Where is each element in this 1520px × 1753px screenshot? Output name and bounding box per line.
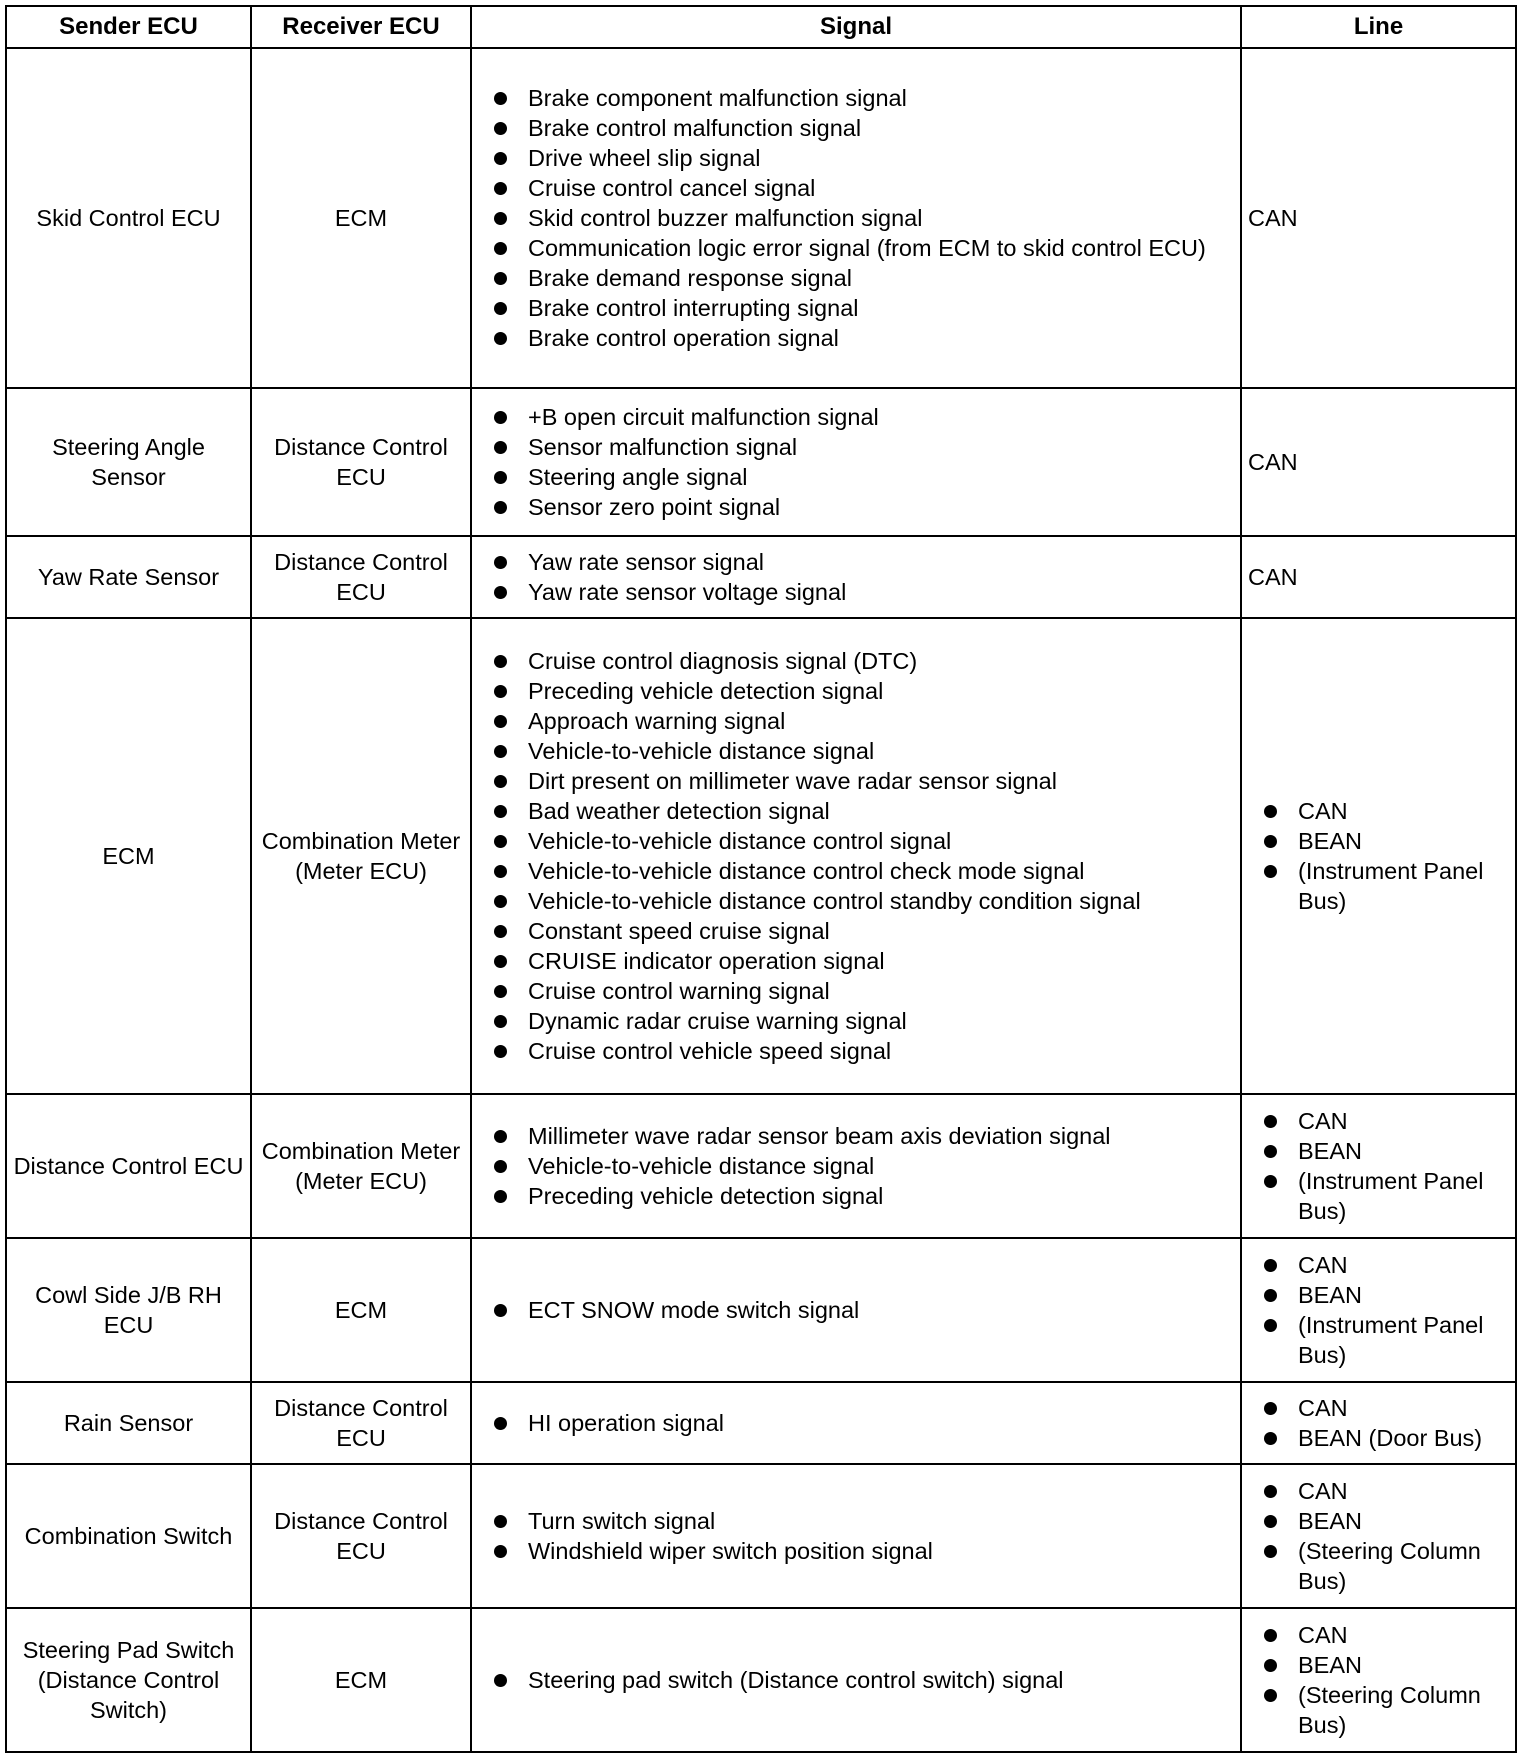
- signal-item: [492, 676, 1232, 706]
- bullet-icon: [1264, 835, 1277, 848]
- line-item: [1262, 796, 1509, 826]
- line-text: BEAN: [1298, 1282, 1362, 1308]
- signal-text: Dynamic radar cruise warning signal: [528, 1008, 907, 1034]
- sender-cell: Skid Control ECU: [6, 48, 251, 388]
- signal-text: Communication logic error signal (from ECM to skid control ECU): [528, 235, 1206, 261]
- bullet-icon: [1264, 1402, 1277, 1415]
- signal-text: Millimeter wave radar sensor beam axis deviation signal: [528, 1123, 1111, 1149]
- sender-cell: Steering Pad Switch (Distance Control Switch): [6, 1608, 251, 1752]
- signal-item: [492, 1151, 1232, 1181]
- signal-text: Turn switch signal: [528, 1508, 716, 1534]
- signal-text: Bad weather detection signal: [528, 798, 830, 824]
- signal-text: Cruise control cancel signal: [528, 175, 816, 201]
- sender-cell: ECM: [6, 618, 251, 1094]
- bullet-icon: [1264, 1659, 1277, 1672]
- line-cell: CAN: [1241, 48, 1516, 388]
- receiver-cell: Distance Control ECU: [251, 388, 471, 536]
- signal-item: [492, 233, 1232, 263]
- signal-text: Cruise control diagnosis signal (DTC): [528, 648, 918, 674]
- line-text: CAN: [1298, 798, 1348, 824]
- line-item: [1262, 1310, 1509, 1370]
- signal-item: [492, 1506, 1232, 1536]
- signal-item: [492, 1665, 1232, 1695]
- signal-cell: [471, 1382, 1241, 1464]
- signal-cell: [471, 536, 1241, 618]
- signal-table: [5, 5, 1517, 1753]
- line-text: CAN: [1298, 1252, 1348, 1278]
- signal-item: [492, 1536, 1232, 1566]
- bullet-icon: [494, 1130, 507, 1143]
- sender-cell: Combination Switch: [6, 1464, 251, 1608]
- line-cell: [1241, 1608, 1516, 1752]
- line-cell: CAN: [1241, 536, 1516, 618]
- bullet-icon: [494, 1545, 507, 1558]
- line-item: [1262, 1136, 1509, 1166]
- bullet-icon: [494, 1304, 507, 1317]
- signal-list: [492, 402, 1232, 522]
- line-list: [1262, 796, 1509, 916]
- line-item: [1262, 1106, 1509, 1136]
- sender-cell: Steering Angle Sensor: [6, 388, 251, 536]
- signal-cell: [471, 48, 1241, 388]
- signal-item: [492, 856, 1232, 886]
- signal-item: [492, 1121, 1232, 1151]
- table-row: [6, 1382, 1516, 1464]
- signal-cell: [471, 388, 1241, 536]
- line-text: CAN: [1298, 1622, 1348, 1648]
- bullet-icon: [494, 955, 507, 968]
- signal-text: Drive wheel slip signal: [528, 145, 761, 171]
- bullet-icon: [494, 715, 507, 728]
- signal-item: [492, 577, 1232, 607]
- bullet-icon: [494, 92, 507, 105]
- signal-cell: [471, 618, 1241, 1094]
- signal-item: [492, 706, 1232, 736]
- signal-text: Windshield wiper switch position signal: [528, 1538, 933, 1564]
- signal-item: [492, 1181, 1232, 1211]
- bullet-icon: [1264, 1515, 1277, 1528]
- signal-text: CRUISE indicator operation signal: [528, 948, 885, 974]
- bullet-icon: [494, 835, 507, 848]
- header-row: [6, 6, 1516, 48]
- signal-table-container: [5, 5, 1515, 1753]
- bullet-icon: [1264, 1545, 1277, 1558]
- signal-text: Cruise control warning signal: [528, 978, 830, 1004]
- bullet-icon: [494, 655, 507, 668]
- signal-list: [492, 1295, 1232, 1325]
- signal-item: [492, 886, 1232, 916]
- line-cell: [1241, 1464, 1516, 1608]
- bullet-icon: [494, 925, 507, 938]
- signal-text: Brake component malfunction signal: [528, 85, 907, 111]
- signal-text: Approach warning signal: [528, 708, 786, 734]
- bullet-icon: [494, 501, 507, 514]
- signal-text: Preceding vehicle detection signal: [528, 1183, 884, 1209]
- signal-item: [492, 1006, 1232, 1036]
- line-item: [1262, 1536, 1509, 1596]
- table-row: [6, 1094, 1516, 1238]
- signal-item: [492, 1036, 1232, 1066]
- signal-item: [492, 173, 1232, 203]
- table-row: [6, 48, 1516, 388]
- bullet-icon: [1264, 1629, 1277, 1642]
- line-text: (Instrument Panel Bus): [1298, 1168, 1484, 1224]
- line-cell: [1241, 1238, 1516, 1382]
- table-row: [6, 388, 1516, 536]
- signal-item: [492, 492, 1232, 522]
- signal-text: Brake control interrupting signal: [528, 295, 859, 321]
- signal-item: [492, 432, 1232, 462]
- signal-text: Sensor malfunction signal: [528, 434, 798, 460]
- signal-text: +B open circuit malfunction signal: [528, 404, 879, 430]
- line-item: [1262, 1250, 1509, 1280]
- receiver-cell: ECM: [251, 48, 471, 388]
- bullet-icon: [1264, 1175, 1277, 1188]
- signal-text: Yaw rate sensor signal: [528, 549, 764, 575]
- signal-list: [492, 646, 1232, 1066]
- bullet-icon: [494, 865, 507, 878]
- bullet-icon: [494, 182, 507, 195]
- bullet-icon: [494, 685, 507, 698]
- signal-item: [492, 736, 1232, 766]
- line-list: [1262, 1106, 1509, 1226]
- signal-item: [492, 402, 1232, 432]
- receiver-cell: Distance Control ECU: [251, 536, 471, 618]
- signal-item: [492, 766, 1232, 796]
- bullet-icon: [494, 471, 507, 484]
- table-row: [6, 1464, 1516, 1608]
- receiver-cell: Combination Meter (Meter ECU): [251, 1094, 471, 1238]
- line-cell: CAN: [1241, 388, 1516, 536]
- signal-text: Vehicle-to-vehicle distance signal: [528, 1153, 875, 1179]
- signal-item: [492, 323, 1232, 353]
- bullet-icon: [1264, 1289, 1277, 1302]
- signal-text: Brake control malfunction signal: [528, 115, 862, 141]
- signal-cell: [471, 1094, 1241, 1238]
- signal-text: Brake control operation signal: [528, 325, 839, 351]
- line-item: [1262, 1423, 1509, 1453]
- header-signal: Signal: [471, 6, 1241, 48]
- line-text: BEAN: [1298, 1138, 1362, 1164]
- receiver-cell: Distance Control ECU: [251, 1464, 471, 1608]
- line-text: CAN: [1298, 1108, 1348, 1134]
- line-list: [1262, 1476, 1509, 1596]
- bullet-icon: [494, 1515, 507, 1528]
- line-text: (Steering Column Bus): [1298, 1538, 1481, 1594]
- bullet-icon: [494, 242, 507, 255]
- signal-text: Brake demand response signal: [528, 265, 852, 291]
- signal-text: Sensor zero point signal: [528, 494, 781, 520]
- bullet-icon: [1264, 1145, 1277, 1158]
- signal-list: [492, 1121, 1232, 1211]
- bullet-icon: [494, 805, 507, 818]
- bullet-icon: [494, 985, 507, 998]
- signal-text: Vehicle-to-vehicle distance signal: [528, 738, 875, 764]
- bullet-icon: [1264, 1259, 1277, 1272]
- signal-item: [492, 83, 1232, 113]
- signal-list: [492, 1665, 1232, 1695]
- line-text: BEAN: [1298, 1652, 1362, 1678]
- sender-cell: Cowl Side J/B RH ECU: [6, 1238, 251, 1382]
- signal-text: Steering pad switch (Distance control switch) signal: [528, 1667, 1064, 1693]
- table-row: [6, 1238, 1516, 1382]
- line-item: [1262, 826, 1509, 856]
- signal-text: Vehicle-to-vehicle distance control check mode signal: [528, 858, 1085, 884]
- signal-item: [492, 916, 1232, 946]
- signal-item: [492, 462, 1232, 492]
- line-list: [1262, 1620, 1509, 1740]
- signal-item: [492, 203, 1232, 233]
- signal-item: [492, 946, 1232, 976]
- line-text: BEAN: [1298, 1508, 1362, 1534]
- signal-list: [492, 547, 1232, 607]
- signal-text: Vehicle-to-vehicle distance control signal: [528, 828, 952, 854]
- header-line: Line: [1241, 6, 1516, 48]
- bullet-icon: [494, 556, 507, 569]
- line-item: [1262, 1620, 1509, 1650]
- signal-text: Yaw rate sensor voltage signal: [528, 579, 847, 605]
- line-cell: [1241, 1382, 1516, 1464]
- header-receiver-ecu: Receiver ECU: [251, 6, 471, 48]
- signal-text: Preceding vehicle detection signal: [528, 678, 884, 704]
- bullet-icon: [494, 122, 507, 135]
- line-item: [1262, 856, 1509, 916]
- bullet-icon: [494, 1160, 507, 1173]
- signal-item: [492, 646, 1232, 676]
- receiver-cell: ECM: [251, 1238, 471, 1382]
- bullet-icon: [494, 1190, 507, 1203]
- line-item: [1262, 1166, 1509, 1226]
- line-text: BEAN (Door Bus): [1298, 1425, 1483, 1451]
- bullet-icon: [494, 411, 507, 424]
- signal-item: [492, 976, 1232, 1006]
- line-item: [1262, 1280, 1509, 1310]
- signal-item: [492, 547, 1232, 577]
- bullet-icon: [494, 895, 507, 908]
- bullet-icon: [1264, 1115, 1277, 1128]
- signal-item: [492, 1408, 1232, 1438]
- bullet-icon: [494, 1417, 507, 1430]
- line-item: [1262, 1650, 1509, 1680]
- signal-text: Constant speed cruise signal: [528, 918, 830, 944]
- bullet-icon: [1264, 805, 1277, 818]
- line-cell: [1241, 618, 1516, 1094]
- sender-cell: Yaw Rate Sensor: [6, 536, 251, 618]
- signal-text: Steering angle signal: [528, 464, 748, 490]
- line-text: (Instrument Panel Bus): [1298, 1312, 1484, 1368]
- line-text: BEAN: [1298, 828, 1362, 854]
- signal-item: [492, 143, 1232, 173]
- signal-item: [492, 113, 1232, 143]
- bullet-icon: [494, 586, 507, 599]
- table-row: [6, 536, 1516, 618]
- bullet-icon: [494, 212, 507, 225]
- bullet-icon: [494, 152, 507, 165]
- bullet-icon: [494, 1015, 507, 1028]
- sender-cell: Distance Control ECU: [6, 1094, 251, 1238]
- bullet-icon: [1264, 1432, 1277, 1445]
- bullet-icon: [1264, 1319, 1277, 1332]
- signal-text: Dirt present on millimeter wave radar sensor signal: [528, 768, 1057, 794]
- line-item: [1262, 1680, 1509, 1740]
- signal-item: [492, 796, 1232, 826]
- signal-item: [492, 1295, 1232, 1325]
- sender-cell: Rain Sensor: [6, 1382, 251, 1464]
- signal-list: [492, 83, 1232, 353]
- bullet-icon: [494, 745, 507, 758]
- bullet-icon: [494, 302, 507, 315]
- signal-cell: [471, 1464, 1241, 1608]
- header-sender-ecu: Sender ECU: [6, 6, 251, 48]
- signal-text: ECT SNOW mode switch signal: [528, 1297, 860, 1323]
- line-text: CAN: [1298, 1478, 1348, 1504]
- signal-text: Skid control buzzer malfunction signal: [528, 205, 923, 231]
- bullet-icon: [1264, 1485, 1277, 1498]
- bullet-icon: [494, 1045, 507, 1058]
- line-item: [1262, 1506, 1509, 1536]
- line-list: [1262, 1393, 1509, 1453]
- bullet-icon: [494, 1674, 507, 1687]
- bullet-icon: [494, 332, 507, 345]
- bullet-icon: [494, 272, 507, 285]
- receiver-cell: Combination Meter (Meter ECU): [251, 618, 471, 1094]
- bullet-icon: [494, 775, 507, 788]
- signal-cell: [471, 1608, 1241, 1752]
- signal-item: [492, 293, 1232, 323]
- signal-cell: [471, 1238, 1241, 1382]
- line-list: [1262, 1250, 1509, 1370]
- signal-list: [492, 1506, 1232, 1566]
- line-cell: [1241, 1094, 1516, 1238]
- line-item: [1262, 1393, 1509, 1423]
- receiver-cell: ECM: [251, 1608, 471, 1752]
- line-text: (Instrument Panel Bus): [1298, 858, 1484, 914]
- line-item: [1262, 1476, 1509, 1506]
- line-text: CAN: [1298, 1395, 1348, 1421]
- line-text: (Steering Column Bus): [1298, 1682, 1481, 1738]
- table-row: [6, 1608, 1516, 1752]
- signal-text: Cruise control vehicle speed signal: [528, 1038, 892, 1064]
- bullet-icon: [1264, 865, 1277, 878]
- signal-item: [492, 263, 1232, 293]
- signal-item: [492, 826, 1232, 856]
- signal-text: HI operation signal: [528, 1410, 724, 1436]
- table-row: [6, 618, 1516, 1094]
- bullet-icon: [1264, 1689, 1277, 1702]
- signal-text: Vehicle-to-vehicle distance control standby condition signal: [528, 888, 1141, 914]
- signal-list: [492, 1408, 1232, 1438]
- bullet-icon: [494, 441, 507, 454]
- receiver-cell: Distance Control ECU: [251, 1382, 471, 1464]
